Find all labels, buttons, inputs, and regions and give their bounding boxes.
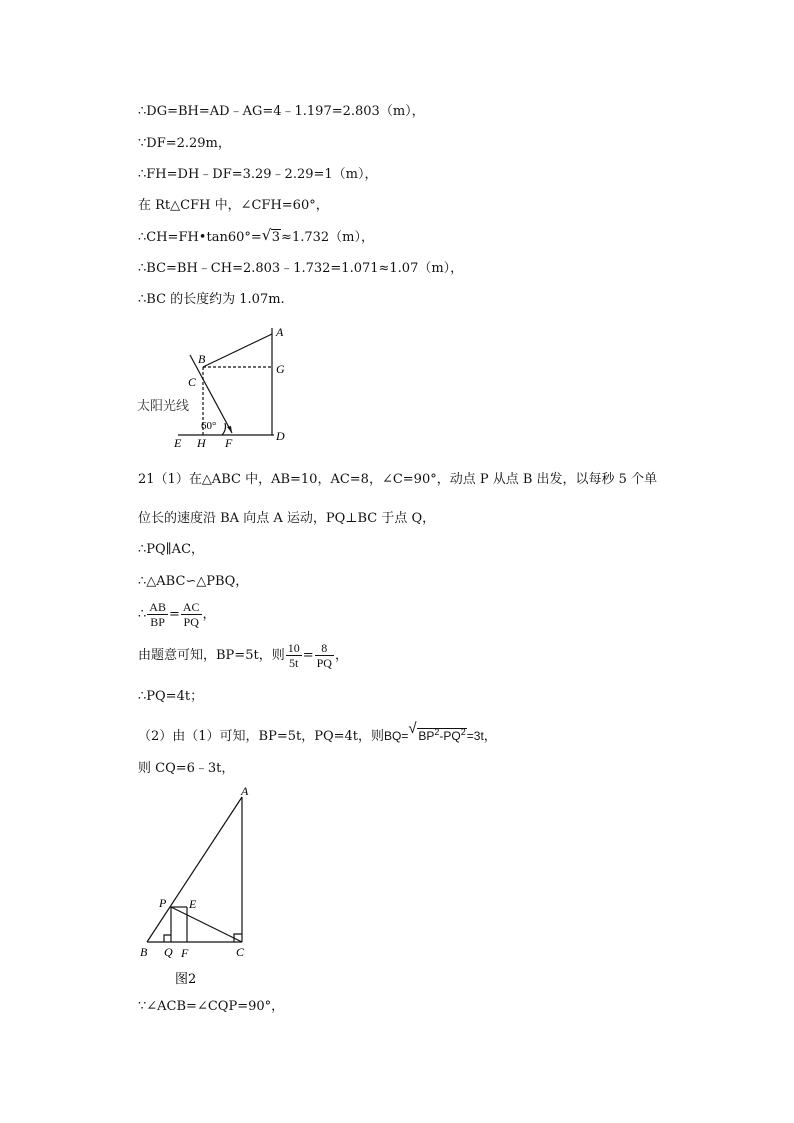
sqrt-radicand: 3 [271,230,281,245]
label-q: Q [164,945,173,959]
line-15 [138,720,497,746]
fraction-denominator: PQ [183,615,199,629]
line-1: ∴DG=BH=AD﹣AG=4﹣1.197=2.803（m）， [138,104,425,119]
line-9: 位长的速度沿 BA 向点 A 运动，PQ⊥BC 于点 Q， [138,511,436,526]
fraction-denominator: BP [150,615,165,629]
fraction-numerator: 10 [287,641,300,655]
line-7: ∴BC 的长度约为 1.07m. [138,292,285,307]
label-h: H [197,436,206,450]
line-5 [138,226,374,247]
equals-sign: = [168,607,180,622]
line-4: 在 Rt△CFH 中，∠CFH=60°， [138,198,329,213]
right-angle-q [164,935,171,942]
line-5-prefix: ∴CH=FH•tan60°= [138,230,262,245]
fraction-numerator: 8 [315,641,334,656]
line-11: ∴△ABC∽△PBQ， [138,574,249,589]
segment-pc [171,907,242,942]
side-ab [147,797,242,942]
line-3: ∴FH=DH﹣DF=3.29﹣2.29=1（m）， [138,167,378,182]
fraction-denominator: 5t [289,656,299,670]
exponent: 2 [434,727,440,737]
equals-sign: = [302,648,314,663]
line-17: ∵∠ACB=∠CQP=90°， [138,999,285,1014]
label-b: B [140,945,148,959]
line-5-suffix: ≈1.732（m）， [281,230,374,245]
label-g: G [276,362,285,376]
label-e: E [174,436,182,450]
label-f: F [181,946,189,960]
figure-2-triangle [135,780,265,990]
figure-caption: 图2 [175,972,197,987]
line-8: 21（1）在△ABC 中，AB=10，AC=8，∠C=90°，动点 P 从点 B 出发，以每秒 5 个单 [138,472,658,487]
bp-term: BP [418,729,435,743]
line-13-suffix: ， [334,648,348,663]
line-14: ∴PQ=4t； [138,689,204,704]
line-16: 则 CQ=6﹣3t， [138,761,235,776]
fraction-10-5t [286,641,302,670]
label-p: P [159,896,167,910]
pq-term: -PQ [439,729,461,743]
angle-arc [222,423,226,435]
line-6: ∴BC=BH﹣CH=2.803﹣1.732=1.071≈1.07（m）， [138,261,464,276]
line-12-prefix: ∴ [138,607,147,622]
label-angle: 60° [201,420,217,432]
line-13 [138,641,348,670]
label-a: A [241,784,249,798]
label-d: D [276,429,285,443]
line-15-prefix: （2）由（1）可知，BP=5t，PQ=4t，则 [138,729,385,744]
label-e: E [189,897,197,911]
label-a: A [276,325,284,339]
sqrt-three: √ 3 [261,226,281,245]
sqrt-bp-pq: √ $BP^2-PQ^2$ [408,720,466,743]
ray-arrowhead [227,426,232,433]
segment-ba [203,334,272,367]
bq-label: BQ= [384,729,409,743]
label-c: C [188,375,197,389]
label-c: C [236,945,245,959]
label-f: F [225,436,233,450]
fraction-ac-pq [181,600,202,629]
label-b: B [198,352,206,366]
line-13-prefix: 由题意可知，BP=5t，则 [138,648,285,663]
fraction-numerator: AB [149,600,166,614]
line-12-suffix: ， [202,607,216,622]
line-10: ∴PQ∥AC， [138,542,205,557]
fraction-numerator: AC [182,600,200,614]
label-sunlight: 太阳光线 [137,399,190,414]
fraction-ab-bp [147,600,168,629]
fraction-denominator: PQ [316,656,332,670]
line-12 [138,600,216,629]
fraction-8-pq [315,641,334,670]
line-15-suffix: ， [483,729,497,744]
figure-1-sunlight-diagram [130,320,330,450]
line-2: ∵DF=2.29m， [138,136,231,151]
bq-result: =3t [466,729,484,743]
exponent: 2 [460,727,466,737]
